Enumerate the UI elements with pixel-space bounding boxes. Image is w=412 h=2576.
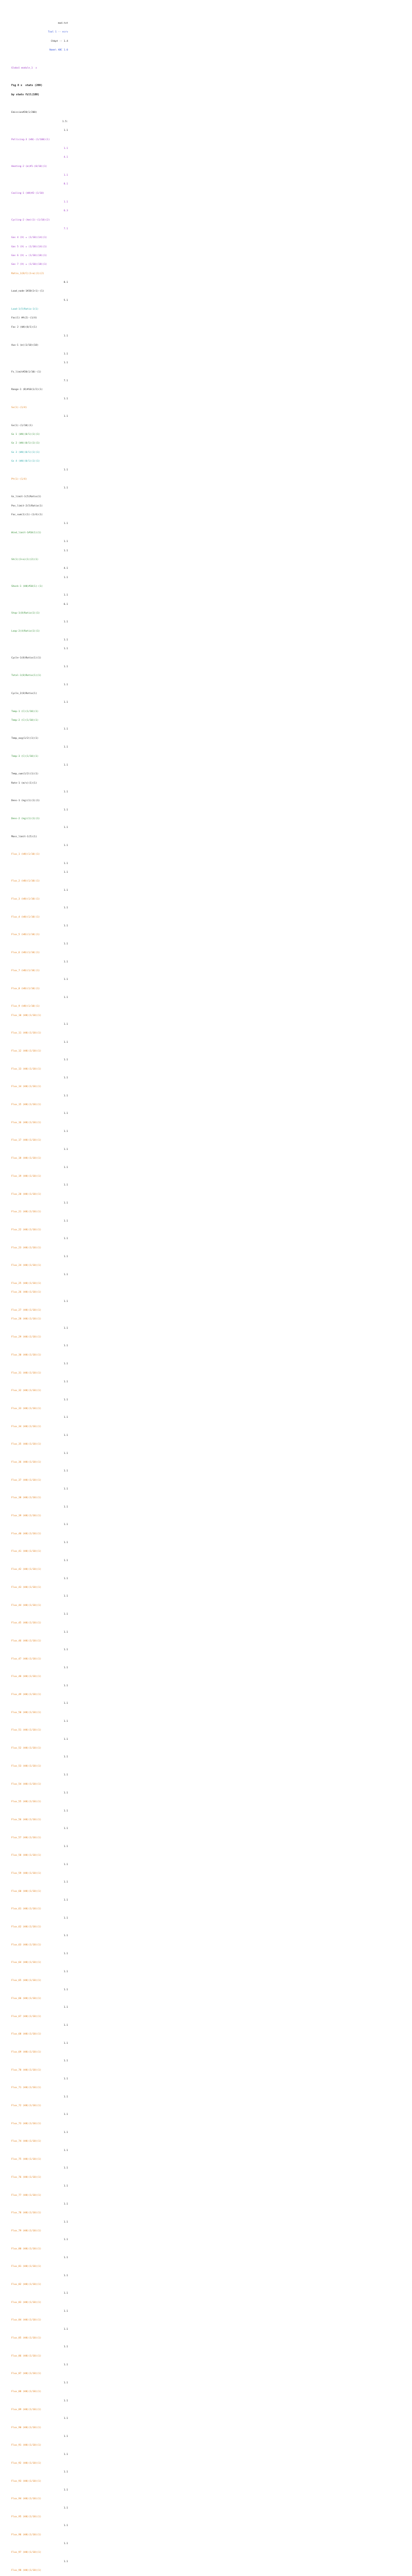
- code-line: Flux_87 (kN)(1/10)(1): [11, 2372, 42, 2375]
- code-line: 1.1: [63, 844, 68, 847]
- code-line: 1.1: [63, 2310, 68, 2313]
- code-line: Flux_93 (kN)(1/10)(1): [11, 2480, 42, 2483]
- code-line: 4.1: [63, 156, 68, 159]
- code-line: Temp_avg(1/2)(1)(1): [11, 737, 39, 740]
- code-line: 1.1: [63, 2328, 68, 2331]
- code-line: 1.1: [63, 1989, 68, 1991]
- code-line: 1.1: [63, 1971, 68, 1973]
- code-line: Flux_74 (kN)(1/10)(1): [11, 2140, 42, 2143]
- code-line: 1.5:: [62, 121, 68, 123]
- code-line: Flux_16 (kN)(1/10)(1): [11, 1122, 42, 1124]
- code-line: Flux_98 (kN)(1/10)(1): [11, 2569, 42, 2572]
- code-line: 4.1: [63, 567, 68, 570]
- code-line: 1.1: [63, 746, 68, 749]
- code-line: Flux_85 (kN)(1/10)(1): [11, 2337, 42, 2340]
- code-line: 1.1: [63, 648, 68, 650]
- code-line: 1.1: [63, 1256, 68, 1258]
- code-line: Flux_60 (kN)(1/10)(1): [11, 1890, 42, 1893]
- code-line: 1.1: [63, 871, 68, 874]
- code-line: Flux_78 (kN)(1/10)(1): [11, 2212, 42, 2214]
- code-line: Flux_59 (kN)(1/10)(1): [11, 1872, 42, 1875]
- code-line: 1.1: [63, 2364, 68, 2366]
- code-line: Fac(1) #A(2)-(1/4): [11, 317, 37, 319]
- code-line: Flux_22 (kN)(1/10)(1): [11, 1229, 42, 1231]
- code-line: 1.1: [63, 791, 68, 793]
- code-line: Flux_45 (kN)(1/10)(1): [11, 1622, 42, 1624]
- code-line: 1.1: [63, 961, 68, 963]
- code-line: Flux_49 (kN)(1/10)(1): [11, 1693, 42, 1696]
- code-line: 1.1: [63, 1541, 68, 1544]
- code-line: Flux_73 (kN)(1/10)(1): [11, 2123, 42, 2125]
- code-line: 1.1: [63, 1238, 68, 1240]
- code-line: Flux_77 (kN)(1/10)(1): [11, 2194, 42, 2197]
- code-line: Cycling-2 (km)(1)-(1/10)(2): [11, 219, 50, 222]
- code-line: 1.1: [63, 809, 68, 811]
- code-line: Flux_83 (kN)(1/10)(1): [11, 2301, 42, 2304]
- code-line: Temp-2 (C)(1/10)(1): [11, 719, 39, 722]
- code-line: Shock-1 (kN)#10(1)-(1): [11, 585, 43, 588]
- code-line: Ratio_1(B/C)(1+a)(1)(2): [11, 273, 44, 275]
- code-line: Fac_sum(1)(1)-(1/4)(1): [11, 514, 43, 516]
- code-line: Flux_30 (kN)(1/10)(1): [11, 1354, 42, 1357]
- code-line: Flux_63 (kN)(1/10)(1): [11, 1944, 42, 1946]
- code-line: Flux_57 (kN)(1/10)(1): [11, 1837, 42, 1839]
- code-line: Flux_35 (kN)(1/10)(1): [11, 1443, 42, 1446]
- code-line: 1.1: [63, 1738, 68, 1741]
- code-line: 1.1: [63, 1917, 68, 1920]
- code-line: Flux_58 (kN)(1/10)(1): [11, 1854, 42, 1857]
- header-line: Chkpt -- 1.4: [50, 40, 68, 43]
- code-line: Flux_62 (kN)(1/10)(1): [11, 1926, 42, 1928]
- code-line: Flux_33 (kN)(1/10)(1): [11, 1408, 42, 1410]
- code-line: 1.1: [63, 1667, 68, 1669]
- code-line: Flux_26 (kN)(1/10)(1): [11, 1291, 42, 1294]
- code-line: Flux_24 (kN)(1/10)(1): [11, 1264, 42, 1267]
- code-line: Flux_42 (kN)(1/10)(1): [11, 1568, 42, 1571]
- code-line: 6.3: [63, 210, 68, 212]
- code-line: 1.1: [63, 2149, 68, 2152]
- code-line: 1.1: [63, 398, 68, 400]
- intro-line: Global module_1 x: [11, 67, 37, 70]
- code-line: Fac 2 (kN)(0/1)(1): [11, 326, 37, 329]
- code-line: 1.1: [63, 2561, 68, 2563]
- code-line: Flux_89 (kN)(1/10)(1): [11, 2409, 42, 2411]
- code-line: Dens-2 (kg)(1)(1)(1): [11, 818, 40, 820]
- code-line: Flux_4 (kN)(1/10)(1): [11, 916, 40, 919]
- code-line: Flux_51 (kN)(1/10)(1): [11, 1729, 42, 1732]
- code-line: Flux_5 (kN)(1/10)(1): [11, 934, 40, 936]
- code-line: Flux_65 (kN)(1/10)(1): [11, 1979, 42, 1982]
- code-line: Temp-3 (C)(1/10)(1): [11, 755, 39, 758]
- code-line: Flux_18 (kN)(1/10)(1): [11, 1157, 42, 1160]
- code-line: 1.1: [63, 1363, 68, 1365]
- code-line: Flux_54 (kN)(1/10)(1): [11, 1783, 42, 1786]
- code-line: 1.1: [63, 1041, 68, 1044]
- code-line: Flux_84 (kN)(1/10)(1): [11, 2319, 42, 2321]
- code-line: Load-1(5)Ratio-1(1): [11, 308, 39, 311]
- code-line: 1.1: [63, 978, 68, 981]
- code-line: 1.1: [63, 2453, 68, 2456]
- code-line: 1.1: [63, 639, 68, 641]
- code-line: 1.1: [63, 1059, 68, 1061]
- code-line: 1.1: [63, 701, 68, 704]
- code-line: 1.1: [63, 362, 68, 364]
- code-line: 1.1: [63, 1595, 68, 1598]
- code-line: Load_node-1#20(1+1)-(1): [11, 290, 44, 293]
- header-line: Tool 1 -- ecrv: [48, 31, 68, 33]
- code-line: Flux_86 (kN)(1/10)(1): [11, 2355, 42, 2358]
- code-line: 1.1: [63, 1702, 68, 1705]
- code-line: 1.1: [63, 1685, 68, 1687]
- code-line: Flux_7 (kN)(1/10)(1): [11, 970, 40, 972]
- code-line: 1.1: [63, 666, 68, 668]
- code-line: 1.1: [63, 2239, 68, 2241]
- code-line: 1.1: [63, 1416, 68, 1419]
- code-line: Flux_8 (kN)(1/10)(1): [11, 988, 40, 990]
- code-line: Flux_32 (kN)(1/10)(1): [11, 1389, 42, 1392]
- code-line: Flux_25 (kN)(1/10)(1): [11, 1282, 42, 1285]
- code-line: Flux_79 (kN)(1/10)(1): [11, 2230, 42, 2232]
- code-line: 1.1: [63, 1756, 68, 1758]
- code-line: Flux_64 (kN)(1/10)(1): [11, 1961, 42, 1964]
- code-line: 1.1: [63, 1488, 68, 1490]
- code-line: 1.1: [63, 1810, 68, 1812]
- code-line: Flux_95 (kN)(1/10)(1): [11, 2516, 42, 2518]
- code-line: 1.1: [63, 1774, 68, 1776]
- code-line: Wind_limit-1#10(1)(1): [11, 532, 42, 534]
- code-line: 1.1: [63, 1827, 68, 1830]
- code-line: Flux_43 (kN)(1/10)(1): [11, 1586, 42, 1589]
- code-line: Flux_40 (kN)(1/10)(1): [11, 1533, 42, 1535]
- code-line: Mass_limit-1(5)(1): [11, 836, 37, 838]
- code-line: Sh(1)(1+a)(1)(2)(1): [11, 558, 39, 561]
- header-line: mod.txt: [58, 22, 68, 25]
- code-line: 1.1: [63, 1381, 68, 1383]
- code-line: 1.1: [63, 1506, 68, 1509]
- code-line: Range-1 (B)#10(1/2)(1): [11, 388, 43, 391]
- code-line: 1.1: [63, 862, 68, 865]
- code-line: 6.1: [63, 603, 68, 606]
- code-line: 1.1: [63, 1792, 68, 1794]
- code-line: Flux_61 (kN)(1/10)(1): [11, 1908, 42, 1910]
- code-line: 1.1: [63, 2400, 68, 2402]
- code-line: Flux_11 (kN)(1/10)(1): [11, 1032, 42, 1035]
- code-line: Flux_97 (kN)(1/10)(1): [11, 2551, 42, 2554]
- code-line: Flux_88 (kN)(1/10)(1): [11, 2391, 42, 2393]
- code-line: 1.1: [63, 1863, 68, 1866]
- code-line: Flux_19 (kN)(1/10)(1): [11, 1175, 42, 1178]
- code-line: Flux_14 (kN)(1/10)(1): [11, 1086, 42, 1088]
- code-line: Flux_53 (kN)(1/10)(1): [11, 1765, 42, 1768]
- code-line: 1.1: [63, 2185, 68, 2188]
- code-line: 1.1: [63, 2507, 68, 2510]
- code-line: Flux_96 (kN)(1/10)(1): [11, 2534, 42, 2536]
- code-line: Sx(1)-(1/4): [11, 406, 27, 409]
- code-line: 1.1: [63, 1613, 68, 1616]
- code-line: 1.1: [63, 2203, 68, 2206]
- code-line: 1.1: [63, 522, 68, 525]
- code-line: 1.1: [63, 1399, 68, 1401]
- code-line: 1.1: [63, 1631, 68, 1634]
- code-line: Flux_20 (kN)(1/10)(1): [11, 1193, 42, 1196]
- code-line: Aux-1 (m)(1/10)(10): [11, 344, 39, 347]
- code-line: 1.1: [63, 621, 68, 623]
- code-line: Flux_48 (kN)(1/10)(1): [11, 1675, 42, 1678]
- code-line: 1.1: [63, 2221, 68, 2224]
- code-line: 1.1: [63, 2489, 68, 2492]
- code-line: Cooling-1 (kN)#2-(1/10): [11, 192, 44, 195]
- code-line: 1.1: [63, 1935, 68, 1937]
- code-line: Flux_72 (kN)(1/10)(1): [11, 2105, 42, 2107]
- code-line: Flux_50 (kN)(1/10)(1): [11, 1711, 42, 1714]
- code-line: Flux_23 (kN)(1/10)(1): [11, 1247, 42, 1249]
- code-line: 1.1: [63, 1274, 68, 1276]
- code-line: Pollicing-3 (kN)-(1/100)(1): [11, 139, 50, 141]
- code-line: 8.1: [63, 183, 68, 185]
- code-line: 1.1: [63, 2167, 68, 2170]
- code-line: 1.1: [63, 2435, 68, 2438]
- code-line: Cycle_2(8)Ratio(1): [11, 692, 37, 695]
- code-line: 8.1: [63, 281, 68, 284]
- section-heading: by stats fill(100): [11, 93, 40, 96]
- code-line: Flux_17 (kN)(1/10)(1): [11, 1139, 42, 1142]
- code-line: 1.1: [63, 415, 68, 418]
- code-line: Flux_36 (kN)(1/10)(1): [11, 1461, 42, 1464]
- code-line: Flux_37 (kN)(1/10)(1): [11, 1479, 42, 1482]
- code-line: 1.1: [63, 1023, 68, 1026]
- code-line: 1.1: [63, 2060, 68, 2062]
- code-line: Flux_10 (kN)(1/10)(1): [11, 1014, 42, 1017]
- code-line: Flux_69 (kN)(1/10)(1): [11, 2051, 42, 2054]
- code-line: Gx(1)-(1/10)(1): [11, 425, 33, 427]
- code-line: 1.1: [63, 2471, 68, 2473]
- code-line: 1.1: [63, 1130, 68, 1133]
- code-line: Flux_52 (kN)(1/10)(1): [11, 1747, 42, 1750]
- code-line: Gx 4 (kN)(0/1)(1)(1): [11, 460, 40, 463]
- code-line: Flux_76 (kN)(1/10)(1): [11, 2176, 42, 2179]
- code-line: Rate-1 (m/s)(1)(1): [11, 782, 37, 785]
- code-line: 1.1: [63, 1202, 68, 1205]
- code-line: 1.1: [63, 1845, 68, 1848]
- code-line: Flux_34 (kN)(1/10)(1): [11, 1426, 42, 1428]
- code-line: Flux_3 (kN)(1/10)(1): [11, 898, 40, 901]
- code-line: Flux_81 (kN)(1/10)(1): [11, 2265, 42, 2268]
- code-line: 1.1: [63, 1148, 68, 1151]
- code-line: Fs_limit#20(1/10)-(1): [11, 371, 42, 374]
- code-line: 1.1: [63, 1184, 68, 1187]
- code-line: 1.1: [63, 2275, 68, 2277]
- code-line: Pt(1)-(1/4): [11, 478, 27, 481]
- code-line: Flux_75 (kN)(1/10)(1): [11, 2158, 42, 2161]
- code-line: 1.1: [63, 2096, 68, 2098]
- code-line: Flux_66 (kN)(1/10)(1): [11, 1997, 42, 2000]
- code-line: Flux_13 (kN)(1/10)(1): [11, 1068, 42, 1071]
- code-line: Gas 4 (V) = (1/10)(14)(1): [11, 236, 47, 239]
- code-line: Flux_70 (kN)(1/10)(1): [11, 2069, 42, 2072]
- code-line: 1.1: [63, 1095, 68, 1097]
- code-line: 1.1: [63, 1434, 68, 1437]
- code-line: Flux_44 (kN)(1/10)(1): [11, 1604, 42, 1607]
- code-line: 1.1: [63, 996, 68, 999]
- code-line: 1.1: [63, 353, 68, 355]
- code-line: 1.1: [63, 1953, 68, 1955]
- code-line: 1.1: [63, 2006, 68, 2009]
- code-line: 1.1: [63, 1327, 68, 1330]
- code-line: Flux_68 (kN)(1/10)(1): [11, 2033, 42, 2036]
- code-line: Flux_55 (kN)(1/10)(1): [11, 1801, 42, 1803]
- code-line: Loop-2(4)Ratio(1)(1): [11, 630, 40, 633]
- code-line: Flux_91 (kN)(1/10)(1): [11, 2444, 42, 2447]
- code-line: 1.1: [63, 1166, 68, 1169]
- header-line: Name\ ABC 1.0: [49, 49, 68, 52]
- code-line: Stop-1(8)Ratio(1)(1): [11, 612, 40, 615]
- code-line: Gas 5 (V) = (1/10)(14)(1): [11, 246, 47, 248]
- code-line: 1.1: [63, 1345, 68, 1347]
- code-line: 1.1: [63, 2417, 68, 2420]
- code-line: Temp_sum(1/2)(1)(1): [11, 773, 39, 775]
- code-line: 1.1: [63, 129, 68, 132]
- code-line: 1.1: [63, 1523, 68, 1526]
- code-line: Flux_82 (kN)(1/10)(1): [11, 2283, 42, 2286]
- code-line: 1.1: [63, 943, 68, 945]
- code-line: 1.1: [63, 1899, 68, 1902]
- code-line: 1.1: [63, 2257, 68, 2259]
- code-line: Flux_94 (kN)(1/10)(1): [11, 2498, 42, 2500]
- code-line: 1.1: [63, 1720, 68, 1723]
- code-line: 1.1: [63, 925, 68, 927]
- code-line: 7.1: [63, 380, 68, 382]
- code-line: Flux_56 (kN)(1/10)(1): [11, 1819, 42, 1821]
- code-line: 1.1: [63, 1452, 68, 1455]
- code-line: Flux_80 (kN)(1/10)(1): [11, 2248, 42, 2250]
- code-line: 1.1: [63, 1560, 68, 1562]
- code-line: 1.1: [63, 550, 68, 552]
- code-line: Flux_41 (kN)(1/10)(1): [11, 1550, 42, 1553]
- code-line: Flux_12 (kN)(1/10)(1): [11, 1050, 42, 1053]
- code-line: Gx 3 (kN)(0/1)(1)(1): [11, 451, 40, 454]
- code-line: 1.1: [63, 1300, 68, 1303]
- code-line: 1.1: [63, 764, 68, 767]
- code-line: 1.1: [63, 2292, 68, 2295]
- code-line: Flux_9 (kN)(1/10)(1): [11, 1005, 40, 1008]
- code-line: Gs_limit-1(5)Ratio(1): [11, 496, 42, 498]
- code-line: Flux_31 (kN)(1/10)(1): [11, 1372, 42, 1375]
- code-line: 1.1: [63, 2024, 68, 2027]
- code-line: Flux_92 (kN)(1/10)(1): [11, 2462, 42, 2465]
- code-line: 5.1: [63, 299, 68, 302]
- code-line: Flux_38 (kN)(1/10)(1): [11, 1497, 42, 1499]
- code-line: Flux_90 (kN)(1/10)(1): [11, 2427, 42, 2429]
- code-line: 1.1: [63, 1578, 68, 1580]
- code-line: Flux_28 (kN)(1/10)(1): [11, 1318, 42, 1320]
- code-line: 1.1: [63, 147, 68, 150]
- code-line: 1.1: [63, 540, 68, 543]
- code-line: 1.1: [63, 577, 68, 579]
- code-line: Cycle-1(8)Ratio(1)(1): [11, 657, 42, 659]
- section-heading: Fig 8 x stats (200): [11, 84, 43, 87]
- code-line: Flux_27 (kN)(1/10)(1): [11, 1309, 42, 1312]
- code-line: 1.1: [63, 1220, 68, 1223]
- code-line: 1.1: [63, 2131, 68, 2134]
- code-line: Flux_71 (kN)(1/10)(1): [11, 2087, 42, 2089]
- code-line: Flux_15 (kN)(1/10)(1): [11, 1104, 42, 1106]
- code-line: Flux_21 (kN)(1/10)(1): [11, 1211, 42, 1213]
- code-line: 1.1: [63, 469, 68, 471]
- code-line: Pos_limit-2(5)Ratio(1): [11, 505, 43, 507]
- code-line: 1.1: [63, 1470, 68, 1472]
- code-line: 1.1: [63, 1077, 68, 1079]
- code-line: 1.1: [63, 889, 68, 892]
- code-line: Dens-1 (kg)(1)(1)(1): [11, 800, 40, 802]
- code-line: Emission#20(1/200): [11, 111, 37, 114]
- code-line: 1.1: [63, 201, 68, 204]
- code-line: Gx 2 (kN)(0/1)(1)(1): [11, 442, 40, 445]
- code-line: 1.1: [63, 335, 68, 337]
- code-line: 1.1: [63, 907, 68, 909]
- code-line: 1.1: [63, 2382, 68, 2384]
- code-line: 1.1: [63, 2346, 68, 2348]
- code-line: Heating-2 (m)#1-(8/10)(1): [11, 165, 47, 168]
- code-line: 1.1: [63, 2042, 68, 2045]
- code-line: Flux_46 (kN)(1/10)(1): [11, 1640, 42, 1642]
- code-line: 1.1: [63, 174, 68, 177]
- code-line: Flux_47 (kN)(1/10)(1): [11, 1658, 42, 1660]
- code-line: Total-1(8)Ratio(1)(1): [11, 674, 42, 677]
- code-line: Flux_39 (kN)(1/10)(1): [11, 1515, 42, 1517]
- code-line: 1.1: [63, 728, 68, 731]
- code-line: 1.1: [63, 2543, 68, 2545]
- code-line: 1.1: [63, 594, 68, 597]
- code-line: Gx 1 (kN)(0/1)(1)(1): [11, 433, 40, 436]
- code-line: 1.1: [63, 1112, 68, 1115]
- code-line: Gas 6 (V) = (1/10)(18)(1): [11, 255, 47, 257]
- code-line: 1.1: [63, 487, 68, 489]
- code-line: Flux_29 (kN)(1/10)(1): [11, 1336, 42, 1338]
- code-line: 1.1: [63, 1881, 68, 1884]
- code-line: 1.1: [63, 2078, 68, 2080]
- code-line: 1.1: [63, 684, 68, 686]
- code-line: Flux_2 (kN)(1/10)(1): [11, 880, 40, 883]
- code-line: 1.1: [63, 2113, 68, 2116]
- code-line: 1.1: [63, 1649, 68, 1651]
- code-line: Flux_1 (kN)(1/10)(1): [11, 853, 40, 856]
- code-line: 7.1: [63, 228, 68, 230]
- code-line: 1.1: [63, 826, 68, 829]
- code-line: 1.1: [63, 2524, 68, 2527]
- code-line: Flux_6 (kN)(1/10)(1): [11, 952, 40, 954]
- code-line: Temp-1 (C)(1/10)(1): [11, 710, 39, 713]
- code-line: Flux_67 (kN)(1/10)(1): [11, 2015, 42, 2018]
- code-line: Gas 7 (V) = (1/10)(18)(1): [11, 263, 47, 266]
